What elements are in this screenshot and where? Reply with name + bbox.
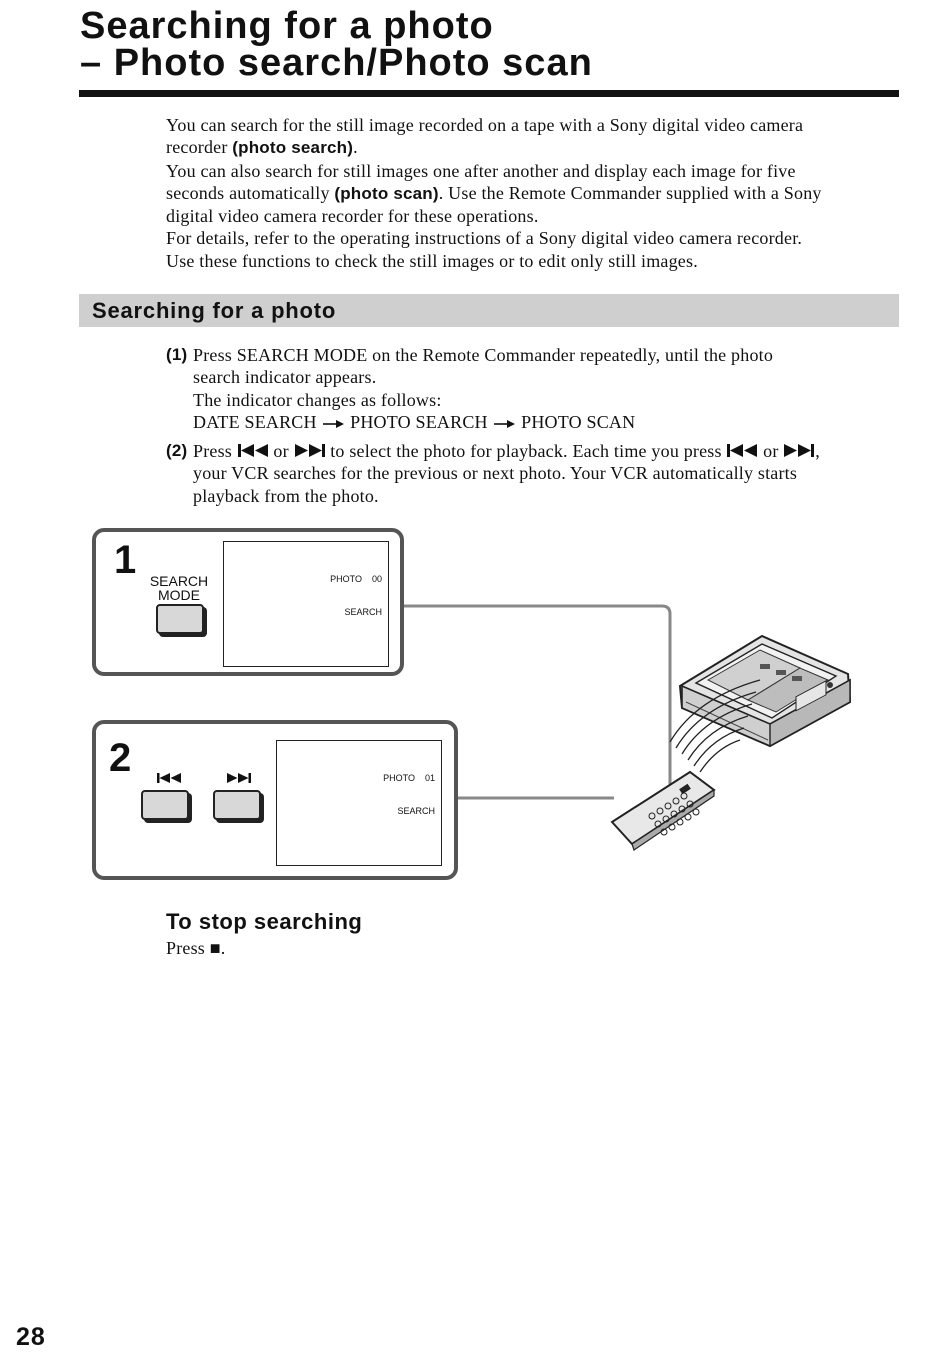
photo-search-indicator: PHOTO 01 SEARCH xyxy=(383,773,435,816)
skip-previous-button xyxy=(141,790,189,820)
page-number: 28 xyxy=(16,1323,46,1351)
photo-search-indicator: PHOTO 00 SEARCH xyxy=(330,574,382,617)
mode-photo-search: PHOTO SEARCH xyxy=(350,411,488,432)
page-title-line-2: – Photo search/Photo scan xyxy=(80,42,593,84)
search-mode-button xyxy=(156,604,204,634)
keyword-photo-scan: (photo scan) xyxy=(334,183,439,203)
tv-screen xyxy=(223,541,389,667)
figure-panel-1 xyxy=(92,528,404,676)
mode-photo-scan: PHOTO SCAN xyxy=(521,411,636,432)
panel-number: 2 xyxy=(109,736,132,780)
skip-next-button xyxy=(213,790,261,820)
step-line: search indicator appears. xyxy=(193,367,377,388)
step-line: playback from the photo. xyxy=(193,485,379,506)
page-title-line-1: Searching for a photo xyxy=(80,5,494,47)
step-line: Press SEARCH MODE on the Remote Commander repeatedly, until the photo xyxy=(193,345,774,365)
step-number: (2) xyxy=(166,441,188,461)
skip-next-icon xyxy=(226,772,252,784)
step-line: The indicator changes as follows: xyxy=(193,389,442,410)
panel-number: 1 xyxy=(114,538,137,582)
remote-commander-icon xyxy=(612,772,714,850)
intro-line: For details, refer to the operating instructions of a Sony digital video camera recorder. xyxy=(166,228,803,249)
section-heading: Searching for a photo xyxy=(92,298,337,323)
intro-line: recorder (photo search). xyxy=(166,137,358,158)
figure-panel-2 xyxy=(92,720,458,880)
intro-line: seconds automatically (photo scan). Use the Remote Commander supplied with a Sony xyxy=(166,182,822,203)
skip-previous-icon xyxy=(156,772,182,784)
stop-instruction: Press ■. xyxy=(166,938,226,958)
intro-line: You can search for the still image recorded on a tape with a Sony digital video camera xyxy=(166,115,804,135)
intro-line: Use these functions to check the still images or to edit only still images. xyxy=(166,250,698,271)
step-number: (1) xyxy=(166,345,188,364)
step-line: your VCR searches for the previous or next photo. Your VCR automatically starts xyxy=(193,463,798,484)
keyword-photo-search: (photo search) xyxy=(232,138,354,158)
intro-line: digital video camera recorder for these operations. xyxy=(166,206,539,227)
step-line: Press or to select the photo for playback. Each time you press or , xyxy=(193,441,820,462)
subheading-stop-searching: To stop searching xyxy=(166,909,363,934)
vcr-icon xyxy=(680,636,850,746)
tv-screen xyxy=(276,740,442,866)
mode-date-search: DATE SEARCH xyxy=(193,411,317,432)
search-mode-label: SEARCH MODE xyxy=(149,573,209,603)
intro-line: You can also search for still images one after another and display each image for five xyxy=(166,160,796,181)
